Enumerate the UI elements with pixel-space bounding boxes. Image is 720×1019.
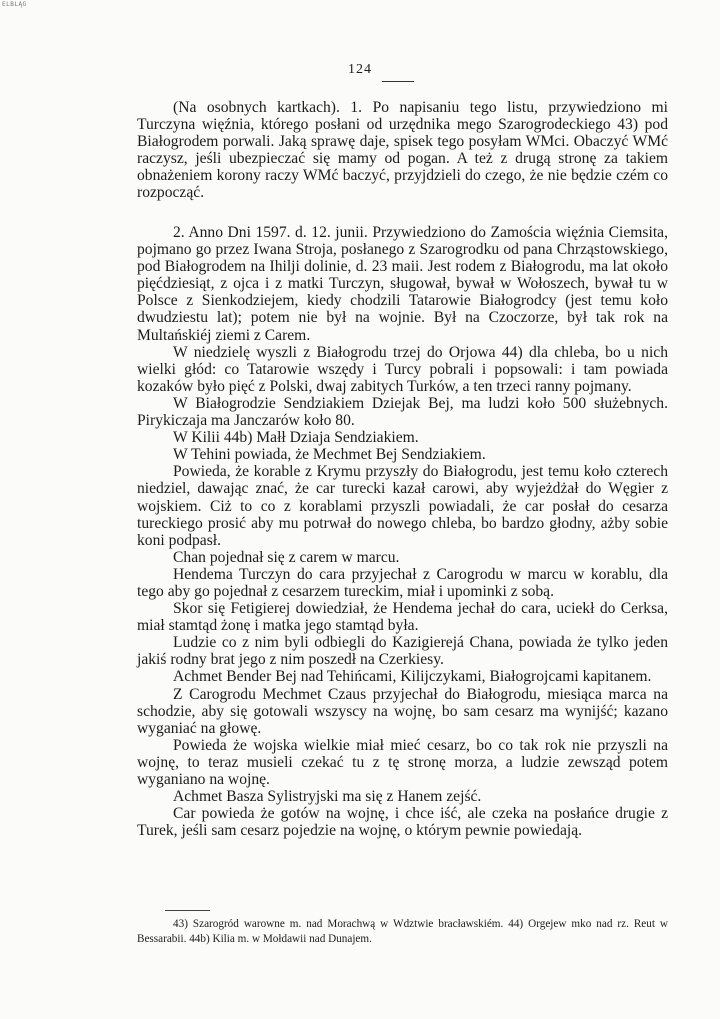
paragraph: Powieda, że korable z Krymu przyszły do Białogrodu, jest temu koło czterech niedziel, dawając znać, że car turecki kazał carowi, aby wyjeżdżał do Węgier z wojskiem. Ciż to co z korablami przyszli powiadali, że car posłał do cesarza tureckiego prosić aby mu potrwał do nowego chleba, bo bardzo głodny, ażby sobie koni podpasł.: [137, 463, 668, 549]
letter-section-1: [137, 99, 668, 202]
paragraph: W Kilii 44b) Małł Dziaja Sendziakiem.: [173, 429, 419, 447]
paragraph: Achmet Basza Sylistryjski ma się z Hanem zejść.: [173, 788, 482, 806]
page-number-underline: [382, 81, 414, 82]
paragraph: Hendema Turczyn do cara przyjechał z Carogrodu w marcu w korablu, dla tego aby go pojednał z cesarzem tureckim, miał i upominki z sobą.: [137, 565, 668, 600]
paragraph: W niedzielę wyszli z Białogrodu trzej do Orjowa 44) dla chleba, bo u nich wielki głód: co Tatarowie wszędy i Turcy pobrali i popsowali: i tam powiada kozaków było pięć z Polski, dwaj zabitych Turków, a ten trzeci ranny pojmany.: [137, 343, 668, 395]
library-stamp: ELBLĄG: [2, 1, 27, 8]
paragraph: W Tehini powiada, że Mechmet Bej Sendziakiem.: [173, 446, 486, 464]
footnotes: 43) Szarogród warowne m. nad Morachwą w Wdztwie bracławskiém. 44) Orgejew mko nad rz. Reut w Bessarabii. 44b) Kilia m. w Mołdawii nad Dunajem.: [137, 918, 668, 945]
paragraph: Powieda że wojska wielkie miał mieć cesarz, bo co tak rok nie przyszli na wojnę, to teraz musieli czekać tu z tę stronę morza, a ludzie zewsząd potem wyganiano na wojnę.: [137, 736, 668, 788]
paragraph: Z Carogrodu Mechmet Czaus przyjechał do Białogrodu, miesiąca marca na schodzie, aby się gotowali wszyscy na wojnę, bo sam cesarz ma wynijść; kazano wyganiać na głowę.: [137, 685, 668, 737]
paragraph: 2. Anno Dni 1597. d. 12. junii. Przywiedziono do Zamościa więźnia Ciemsita, pojmano go przez Iwana Stroja, posłanego z Szarogrodku od pana Chrząstowskiego, pod Białogrodem na Ihilji dolinie, d. 23 maii. Jest rodem z Białogrodu, ma lat około pięćdziesiąt, z ojca i z matki Turczyn, sługował, bywał w Wołoszech, bywał tu w Polsce z Sienkodziejem, kiedy chodzili Tatarowie Białogrodcy (jest temu koło dwudziestu lat); potem nie był na wojnie. Był na Czoczorze, był tak rok na Multańskiéj ziemi z Carem.: [137, 224, 668, 344]
paragraph: Achmet Bender Bej nad Tehińcami, Kilijczykami, Białogrojcami kapitanem.: [173, 668, 652, 686]
footnote-divider: [165, 910, 210, 911]
paragraph: Car powieda że gotów na wojnę, i chce iść, ale czeka na posłańce drugie z Turek, jeśli sam cesarz pojedzie na wojnę, o którym pewnie powiedają.: [137, 805, 668, 840]
paragraph: Ludzie co z nim byli odbiegli do Kazigierejá Chana, powiada że tylko jeden jakiś rodny brat jego z nim poszedł na Czerkiesy.: [137, 634, 668, 669]
paragraph: Skor się Fetigierej dowiedział, że Hendema jechał do cara, uciekł do Cerksa, miał stamtąd żonę i matka jego stamtąd była.: [137, 600, 668, 635]
paragraph: Chan pojednał się z carem w marcu.: [173, 548, 400, 566]
page-number: 124: [348, 62, 372, 77]
paragraph: (Na osobnych kartkach). 1. Po napisaniu tego listu, przywiedziono mi Turczyna więźnia, którego posłani od urzędnika mego Szarogrodeckiego 43) pod Białogrodem porwali. Jaką sprawę daje, spisek tego posyłam WMci. Obaczyć WMć raczysz, jeśli ubezpieczać się mamy od pogan. A też z drugą stronę za takiem obnażeniem korony raczy WMć baczyć, przyjdzieli do czego, że nie będzie czém co rozpocząć.: [137, 99, 668, 202]
paragraph: W Białogrodzie Sendziakiem Dziejak Bej, ma ludzi koło 500 służebnych. Pirykiczaja ma Janczarów koło 80.: [137, 394, 668, 430]
letter-section-2: [137, 224, 668, 839]
